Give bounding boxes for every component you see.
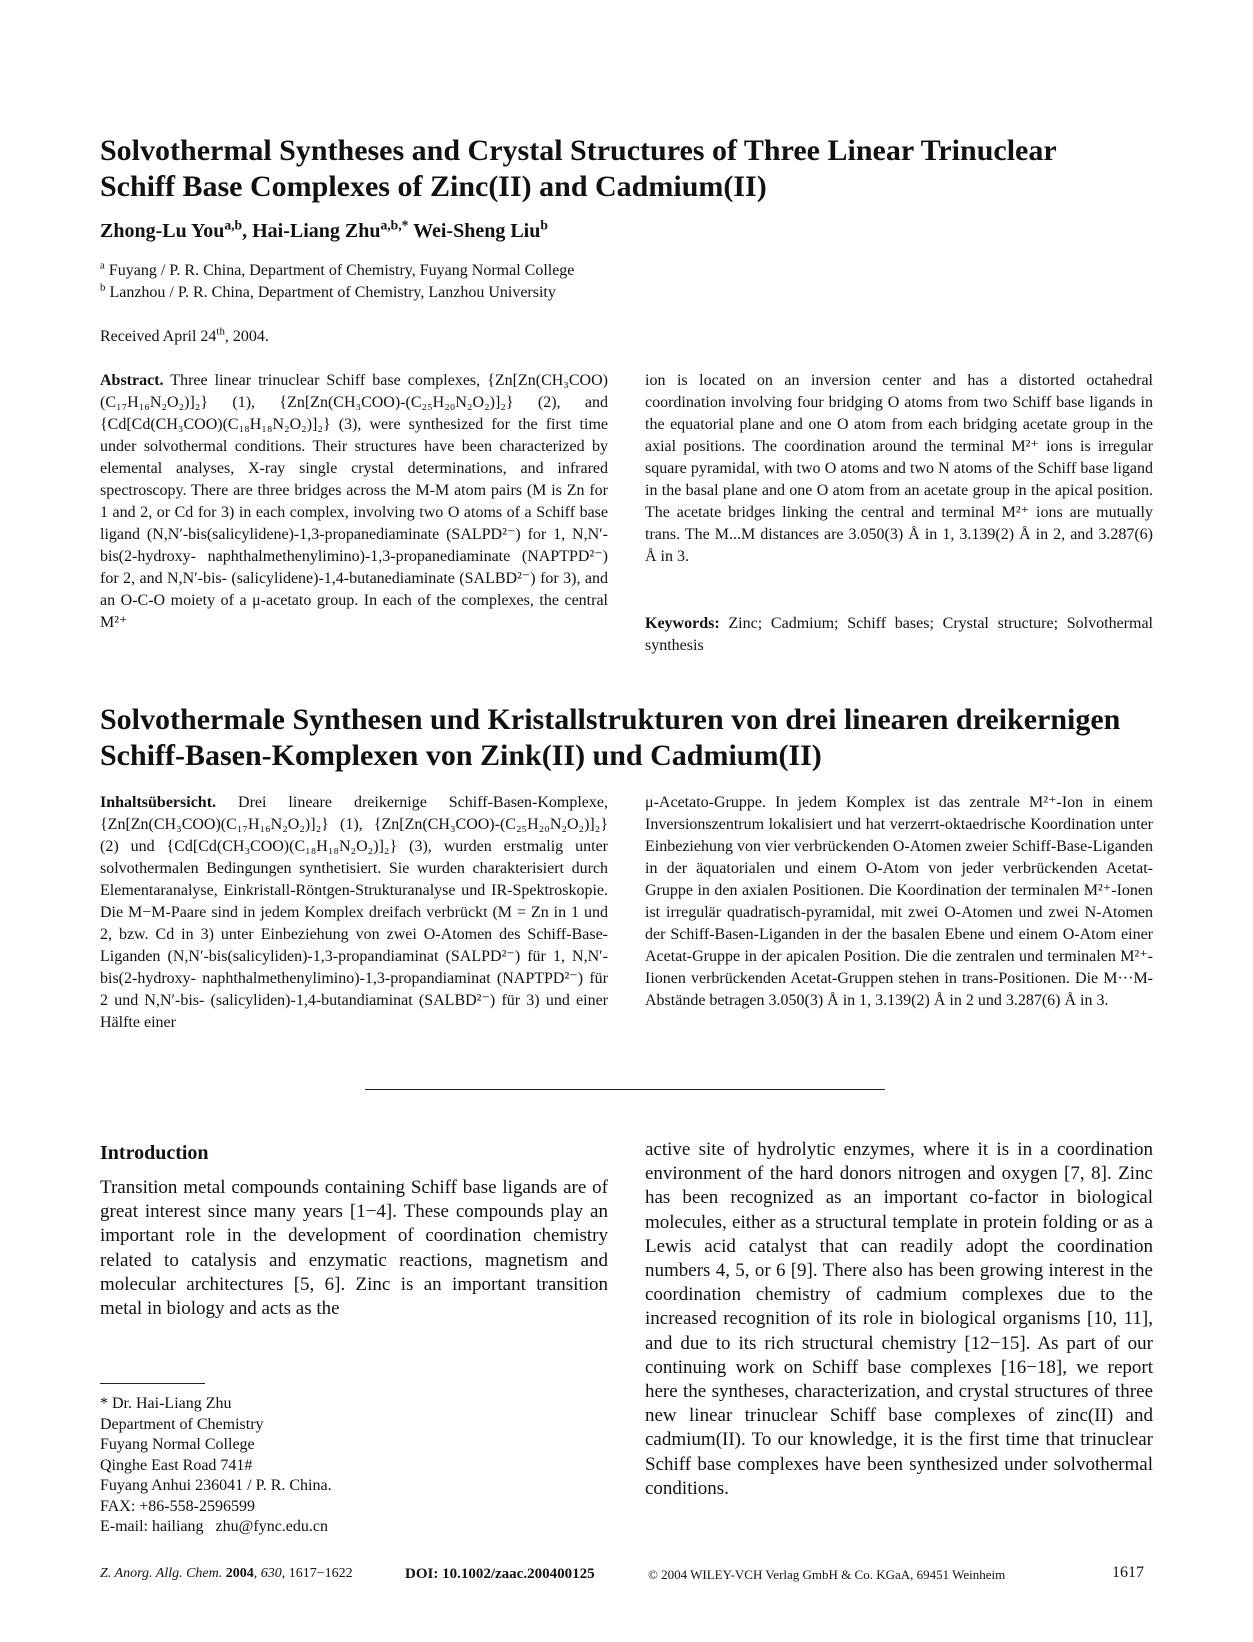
abstract-text-right: ion is located on an inversion center and has a distorted octahedral coordination involving four bridging O atoms from two Schiff base ligands in the equatorial plane and one O atom from each bridging acetate group in the axial positions. The coordination around the terminal M²⁺ ions is irregular square pyramidal, with two O atoms and two N atoms of the Schiff base ligand in the basal plane and one O atom from an acetate group in the apical position. The acetate bridges linking the central and terminal M²⁺ ions are mutually trans. The M...M distances are 3.050(3) Å in 1, 3.139(2) Å in 2, and 3.287(6) Å in 3. <box>645 372 1153 565</box>
introduction-left: Transition metal compounds containing Schiff base ligands are of great interest since many years [1−4]. These compounds play an important role in the development of coordination chemistry related to catalysis and enzymatic reactions, magnetism and molecular architectures [5, 6]. Zinc is an important transition metal in biology and acts as the <box>100 1177 608 1320</box>
abstract-text-left: Three linear trinuclear Schiff base complexes, {Zn[Zn(CH₃COO)(C₁₇H₁₆N₂O₂)]₂} (1), {Zn[Zn(CH₃COO)-(C₂₅H₂₀N₂O₂)]₂} (2), and {Cd[Cd(CH₃COO)(C₁₈H₁₈N₂O₂)]₂} (3), were synthesized for the first time under solvothermal conditions. Their structures have been characterized by elemental analyses, X-ray single crystal determinations, and infrared spectroscopy. There are three bridges across the M-M atom pairs (M is Zn for 1 and 2, or Cd for 3) in each complex, involving two O atoms of a Schiff base ligand (N,N′-bis(salicylidene)-1,3-propanediaminate (SALPD²⁻) for 1, N,N′-bis(2-hydroxy- naphthalmethenylimino)-1,3-propanediaminate (NAPTPD²⁻) for 2, and N,N′-bis- (salicylidene)-1,4-butanediaminate (SALBD²⁻) for 3), and an O-C-O moiety of a μ-acetato group. In each of the complexes, the central M²⁺ <box>100 372 608 631</box>
section-divider <box>365 1089 885 1090</box>
author-affil-mark: b <box>540 217 548 233</box>
received-sup: th <box>216 325 225 338</box>
author-name: Wei-Sheng Liu <box>413 220 541 242</box>
copyright-notice: © 2004 WILEY-VCH Verlag GmbH & Co. KGaA, 69451 Weinheim <box>648 1567 1006 1582</box>
inhalt-text-left: Drei lineare dreikernige Schiff-Basen-Komplexe, {Zn[Zn(CH₃COO)(C₁₇H₁₆N₂O₂)]₂} (1), {Zn[Zn(CH₃COO)-(C₂₅H₂₀N₂O₂)]₂} (2) und {Cd[Cd(CH₃COO)(C₁₈H₁₈N₂O₂)]₂} (3), wurden erstmalig unter solvothermalen Bedingungen synthetisiert. Sie wurden charakterisiert durch Elementaranalyse, Einkristall-Röntgen-Strukturanalyse und IR-Spektroskopie. Die M−M-Paare sind in jedem Komplex dreifach verbrückt (M = Zn in 1 und 2, bzw. Cd in 3) unter Einbeziehung von zwei O-Atomen des Schiff-Base-Liganden (N,N′-bis(salicyliden)-1,3-propandiaminat (SALPD²⁻) für 1, N,N′-bis(2-hydroxy- naphthalmethenylimino)-1,3-propandiaminat (NAPTPD²⁻) für 2 und N,N′-bis- (salicyliden)-1,4-butandiaminat (SALBD²⁻) für 3) und einer Hälfte einer <box>100 794 608 1031</box>
title-en-line-2: Schiff Base Complexes of Zinc(II) and Cadmium(II) <box>100 170 767 203</box>
author-separator: , <box>242 220 253 242</box>
keywords <box>645 613 1153 657</box>
author-list <box>100 217 548 243</box>
inhalt-right <box>645 792 1153 1012</box>
keywords-text: Zinc; Cadmium; Schiff bases; Crystal structure; Solvothermal synthesis <box>645 615 1153 654</box>
footnote-line: Fuyang Anhui 236041 / P. R. China. <box>100 1477 332 1494</box>
abstract-left <box>100 370 608 634</box>
journal-citation: Z. Anorg. Allg. Chem. 2004, 630, 1617−1622 <box>100 1566 353 1581</box>
received-date <box>100 325 269 346</box>
inhalt-left <box>100 792 608 1034</box>
journal-name: Z. Anorg. Allg. Chem. <box>100 1566 223 1581</box>
affiliation-mark: b <box>100 281 106 294</box>
introduction-right: active site of hydrolytic enzymes, where it is in a coordination environment of the hard donors nitrogen and oxygen [7, 8]. Zinc has been recognized as an important co-factor in biological molecules, either as a structural template in protein folding or as a Lewis acid catalyst that can readily adopt the coordination numbers 4, 5, or 6 [9]. There also has been growing interest in the coordination chemistry of cadmium complexes due to the increased recognition of its role in biological organisms [10, 11], and due to its rich structural chemistry [12−15]. As part of our continuing work on Schiff base complexes [16−18], we report here the syntheses, characterization, and crystal structures of three new linear trinuclear Schiff base complexes of zinc(II) and cadmium(II). To our knowledge, it is the first time that trinuclear Schiff base complexes have been synthesized under solvothermal conditions. <box>645 1139 1153 1499</box>
affiliation-mark: a <box>100 259 105 272</box>
corresponding-author-footnote <box>100 1394 420 1538</box>
keywords-label: Keywords: <box>645 615 720 632</box>
doi-link[interactable]: DOI: 10.1002/zaac.200400125 <box>405 1566 595 1582</box>
paper-title-german <box>100 702 1160 774</box>
author-affil-mark: a,b,* <box>380 217 409 233</box>
abstract-label: Abstract. <box>100 372 164 389</box>
inhalt-label: Inhaltsübersicht. <box>100 794 217 811</box>
received-text: Received April 24 <box>100 328 217 345</box>
paper-title-english <box>100 133 1160 205</box>
title-de-line-2: Schiff-Basen-Komplexen von Zink(II) und Cadmium(II) <box>100 739 822 772</box>
footnote-line: FAX: +86-558-2596599 <box>100 1497 255 1515</box>
affiliation-text: Fuyang / P. R. China, Department of Chemistry, Fuyang Normal College <box>108 262 575 279</box>
title-en-line-1: Solvothermal Syntheses and Crystal Structures of Three Linear Trinuclear <box>100 134 1057 167</box>
author-name: Hai-Liang Zhu <box>252 220 381 242</box>
footnote-line: E-mail: hailiang zhu@fync.edu.cn <box>100 1518 328 1535</box>
journal-pages: , 1617−1622 <box>281 1566 353 1581</box>
inhalt-text-right: μ-Acetato-Gruppe. In jedem Komplex ist das zentrale M²⁺-Ion in einem Inversionszentrum lokalisiert und hat verzerrt-oktaedrische Koordination unter Einbeziehung von vier verbrückenden O-Atomen zweier Schiff-Base-Liganden in der äquatorialen und einem O-Atom von jeder verbrückenden Acetat-Gruppe in den axialen Positionen. Die Koordination der terminalen M²⁺-Ionen ist irregulär quadratisch-pyramidal, mit zwei O-Atomen und zwei N-Atomen der Schiff-Basen-Liganden in der the basalen Ebene und einem O-Atom einer Acetat-Gruppe in der apicalen Position. Die die zentralen und terminalen M²⁺-Iionen verbrückenden Acetat-Gruppen stehen in trans-Positionen. Die M···M-Abstände betragen 3.050(3) Å in 1, 3.139(2) Å in 2 und 3.287(6) Å in 3. <box>645 794 1153 1009</box>
journal-year: 2004 <box>225 1566 254 1581</box>
author-affil-mark: a,b <box>224 217 243 233</box>
footnote-line: * Dr. Hai-Liang Zhu <box>100 1395 232 1412</box>
affiliation-text: Lanzhou / P. R. China, Department of Chemistry, Lanzhou University <box>109 284 556 301</box>
footnote-line: Department of Chemistry <box>100 1415 264 1433</box>
introduction-heading: Introduction <box>100 1142 209 1164</box>
abstract-right <box>645 370 1153 568</box>
footnote-rule <box>100 1383 205 1384</box>
page-number: 1617 <box>1112 1564 1144 1581</box>
footnote-line: Qinghe East Road 741# <box>100 1456 253 1474</box>
affiliation-a <box>100 260 574 282</box>
affiliation-b <box>100 282 556 304</box>
author-name: Zhong-Lu You <box>100 220 225 242</box>
journal-volume: 630 <box>260 1566 282 1581</box>
received-text-end: , 2004. <box>224 328 269 345</box>
title-de-line-1: Solvothermale Synthesen und Kristallstrukturen von drei linearen dreikernigen <box>100 703 1121 736</box>
footnote-line: Fuyang Normal College <box>100 1436 255 1453</box>
